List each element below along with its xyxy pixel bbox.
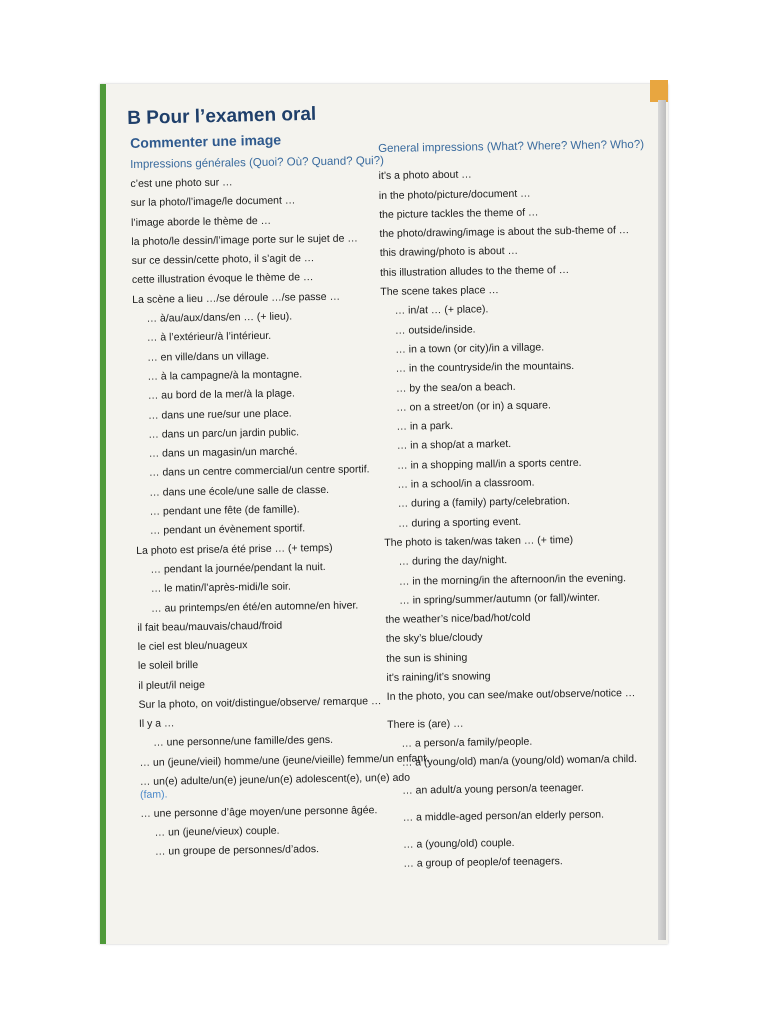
english-line: … in a park. (396, 420, 454, 433)
page-binding-strip (100, 84, 106, 944)
section-subheading: Commenter une image (130, 131, 282, 151)
french-line: … dans une école/une salle de classe. (149, 483, 330, 499)
french-line: … un (jeune/vieil) homme/une (jeune/vieille) femme/un enfant. (139, 751, 430, 769)
english-line: the sky’s blue/cloudy (385, 631, 483, 646)
french-line: il pleut/il neige (138, 678, 205, 692)
french-line: c’est une photo sur … (130, 176, 233, 190)
french-line: … dans un parc/un jardin public. (148, 426, 300, 441)
french-line: … dans un magasin/un marché. (148, 445, 298, 460)
english-line: … a middle-aged person/an elderly person. (402, 808, 605, 824)
english-line: … by the sea/on a beach. (395, 380, 516, 395)
french-line: … pendant la journée/pendant la nuit. (150, 560, 326, 576)
english-section-title: General impressions (What? Where? When? Who?) (378, 138, 645, 155)
french-line: … au bord de la mer/à la plage. (147, 387, 295, 403)
english-line: … in spring/summer/autumn (or fall)/winter. (399, 591, 601, 607)
english-line: … in a shopping mall/in a sports centre. (397, 456, 582, 472)
page-corner-tab (650, 80, 668, 102)
english-line: … a (young/old) couple. (402, 837, 515, 851)
english-line: it’s raining/it’s snowing (386, 670, 491, 684)
english-line: … outside/inside. (394, 323, 476, 337)
french-line: … le matin/l’après-midi/le soir. (150, 580, 291, 595)
familiar-tag: (fam). (139, 788, 168, 801)
english-line: The photo is taken/was taken … (+ time) (384, 533, 574, 549)
french-line: … un (jeune/vieux) couple. (154, 824, 280, 839)
french-line: sur la photo/l’image/le document … (130, 194, 296, 210)
french-line: le soleil brille (137, 659, 199, 673)
french-line: … dans une rue/sur une place. (147, 407, 292, 422)
french-line: Sur la photo, on voit/distingue/observe/ remarque … (138, 695, 382, 711)
french-section-title: Impressions générales (Quoi? Où? Quand? Qui?) (130, 155, 384, 171)
english-line: … a group of people/of teenagers. (403, 855, 563, 871)
english-line: … in/at … (+ place). (394, 303, 489, 318)
french-line: … pendant une fête (de famille). (149, 503, 300, 518)
french-line: … au printemps/en été/en automne/en hiver. (151, 599, 359, 615)
english-line: … in the morning/in the afternoon/in the evening. (398, 571, 627, 588)
french-line: il fait beau/mauvais/chaud/froid (137, 619, 283, 634)
french-line: … une personne d’âge moyen/une personne âgée. (140, 803, 378, 820)
english-line: … in a town (or city)/in a village. (395, 341, 545, 356)
section-heading: B Pour l’examen oral (127, 103, 317, 129)
french-line: … à/au/aux/dans/en … (+ lieu). (146, 310, 293, 325)
english-line: in the photo/picture/document … (378, 187, 531, 202)
english-column (378, 136, 665, 875)
english-line: the sun is shining (386, 651, 468, 665)
english-line: In the photo, you can see/make out/observe/notice … (386, 687, 636, 704)
french-line: cette illustration évoque le thème de … (131, 271, 314, 287)
english-line: it’s a photo about … (378, 168, 472, 183)
french-line: le ciel est bleu/nuageux (137, 639, 248, 654)
english-line: The scene takes place … (380, 284, 499, 299)
french-line: … à l’extérieur/à l’intérieur. (146, 330, 272, 345)
english-line: … in a school/in a classroom. (397, 476, 535, 491)
english-line: … in a shop/at a market. (396, 438, 512, 453)
english-line: There is (are) … (387, 717, 464, 731)
french-line: … pendant un évènement sportif. (149, 522, 306, 538)
english-line: … a person/a family/people. (401, 735, 533, 750)
english-line: … in the countryside/in the mountains. (395, 360, 575, 376)
english-line: … on a street/on (or in) a square. (396, 399, 551, 414)
english-line: … a (young/old) man/a (young/old) woman/a child. (401, 753, 638, 769)
french-line: … à la campagne/à la montagne. (147, 368, 303, 383)
french-line: … dans un centre commercial/un centre sportif. (148, 463, 370, 480)
french-line: La scène a lieu …/se déroule …/se passe … (132, 290, 341, 306)
english-line: this drawing/photo is about … (379, 245, 519, 260)
english-line: … during a (family) party/celebration. (397, 495, 570, 511)
english-line: … during a sporting event. (397, 515, 522, 530)
english-line: the picture tackles the theme of … (379, 206, 539, 221)
english-line: … during the day/night. (398, 554, 508, 568)
english-line: … an adult/a young person/a teenager. (402, 781, 584, 797)
english-line: the photo/drawing/image is about the sub-theme of … (379, 224, 630, 241)
french-line: … un groupe de personnes/d’ados. (154, 843, 320, 858)
french-line: la photo/le dessin/l’image porte sur le sujet de … (131, 232, 358, 248)
french-line: sur ce dessin/cette photo, il s’agit de … (131, 252, 315, 268)
english-line: this illustration alludes to the theme of … (379, 263, 570, 279)
french-line: Il y a … (138, 717, 175, 730)
french-line: … en ville/dans un village. (147, 349, 270, 364)
french-line: La photo est prise/a été prise … (+ temps) (136, 541, 333, 557)
french-line: l’image aborde le thème de … (130, 214, 272, 229)
english-line: the weather’s nice/bad/hot/cold (385, 611, 531, 627)
french-line-text: … un(e) adulte/un(e) jeune/un(e) adolescent(e), un(e) ado (139, 771, 411, 788)
french-line: … une personne/une famille/des gens. (153, 734, 334, 750)
